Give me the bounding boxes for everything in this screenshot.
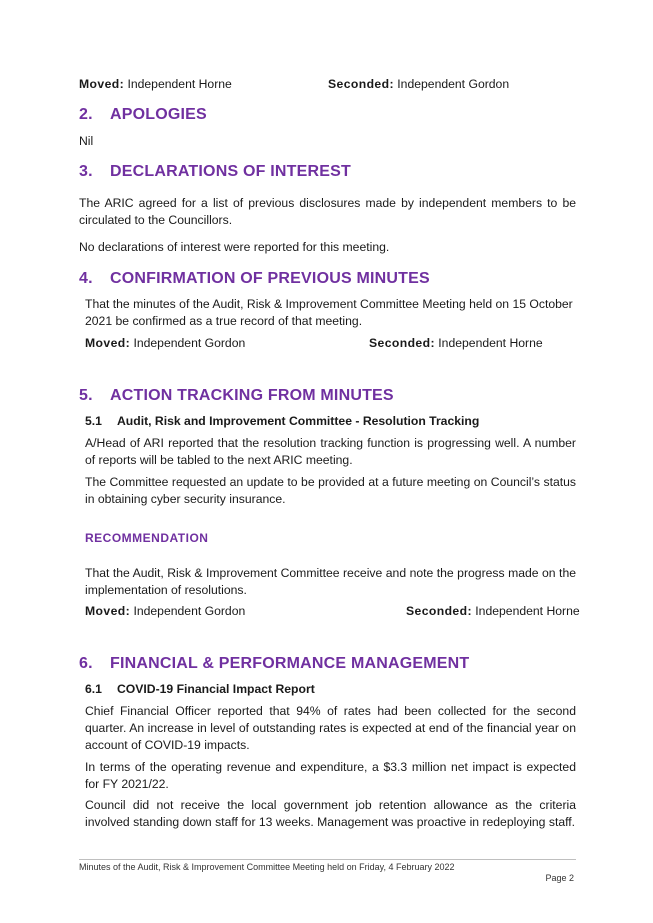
motion-moved (79, 77, 232, 91)
moved-label: Moved: (85, 604, 131, 618)
covid-report-paragraph-2: In terms of the operating revenue and expenditure, a $3.3 million net impact is expected for FY 2021/22. (85, 760, 576, 791)
resolution-tracking-paragraph-2: The Committee requested an update to be provided at a future meeting on Council’s status in obtaining cyber security insurance. (85, 475, 576, 506)
motion-seconded (328, 77, 509, 91)
resolution-tracking-paragraph-1: A/Head of ARI reported that the resolution tracking function is progressing well. A number of reports will be tabled to the next ARIC meeting. (85, 436, 576, 467)
subsection-title: Audit, Risk and Improvement Committee - Resolution Tracking (117, 414, 480, 428)
seconded-value: Independent Gordon (397, 77, 510, 91)
moved-label: Moved: (85, 336, 131, 350)
minutes-confirmation-text: That the minutes of the Audit, Risk & Improvement Committee Meeting held on 15 October 2021 be confirmed as a true record of that meeting. (85, 297, 573, 328)
seconded-label: Seconded: (406, 604, 472, 618)
declarations-paragraph-1: The ARIC agreed for a list of previous disclosures made by independent members to be circulated to the Councillors. (79, 196, 576, 227)
recommendation-heading: RECOMMENDATION (85, 531, 209, 545)
subheading-resolution-tracking (85, 414, 479, 428)
moved-value: Independent Gordon (133, 604, 246, 618)
section-title: CONFIRMATION OF PREVIOUS MINUTES (110, 270, 430, 287)
page-number: Page 2 (545, 873, 574, 883)
moved-value: Independent Gordon (133, 336, 246, 350)
declarations-paragraph-2: No declarations of interest were reported for this meeting. (79, 240, 390, 254)
section-title: DECLARATIONS OF INTEREST (110, 163, 351, 180)
heading-declarations (79, 163, 351, 181)
section-number: 6. (79, 655, 93, 672)
seconded-value: Independent Horne (475, 604, 580, 618)
heading-action-tracking (79, 387, 394, 405)
covid-report-paragraph-3: Council did not receive the local government job retention allowance as the criteria involved standing down staff for 13 weeks. Management was proactive in redeploying staff. (85, 798, 576, 829)
apologies-body: Nil (79, 134, 94, 148)
section-title: APOLOGIES (110, 106, 207, 123)
section-number: 4. (79, 270, 93, 287)
heading-previous-minutes (79, 270, 430, 288)
seconded-value: Independent Horne (438, 336, 543, 350)
section-number: 2. (79, 106, 93, 123)
seconded-label: Seconded: (328, 77, 394, 91)
section-title: FINANCIAL & PERFORMANCE MANAGEMENT (110, 655, 470, 672)
subsection-number: 5.1 (85, 414, 102, 428)
recommendation-text: That the Audit, Risk & Improvement Committee receive and note the progress made on the implementation of resolutions. (85, 566, 576, 597)
subheading-covid-report (85, 682, 315, 696)
seconded-label: Seconded: (369, 336, 435, 350)
covid-report-paragraph-1: Chief Financial Officer reported that 94% of rates had been collected for the second quarter. An increase in level of outstanding rates is expected at end of the financial year on account of COVID-19 impacts. (85, 704, 576, 752)
moved-value: Independent Horne (127, 77, 232, 91)
moved-label: Moved: (79, 77, 125, 91)
section-number: 5. (79, 387, 93, 404)
footer-text: Minutes of the Audit, Risk & Improvement Committee Meeting held on Friday, 4 February 2022 (79, 862, 455, 872)
heading-apologies (79, 106, 207, 124)
motion-moved (85, 604, 245, 618)
section-title: ACTION TRACKING FROM MINUTES (110, 387, 394, 404)
motion-seconded (369, 336, 543, 350)
subsection-title: COVID-19 Financial Impact Report (117, 682, 315, 696)
section-number: 3. (79, 163, 93, 180)
motion-moved (85, 336, 245, 350)
subsection-number: 6.1 (85, 682, 102, 696)
motion-seconded (406, 604, 580, 618)
heading-financial-performance (79, 655, 469, 673)
footer-divider (79, 859, 576, 860)
